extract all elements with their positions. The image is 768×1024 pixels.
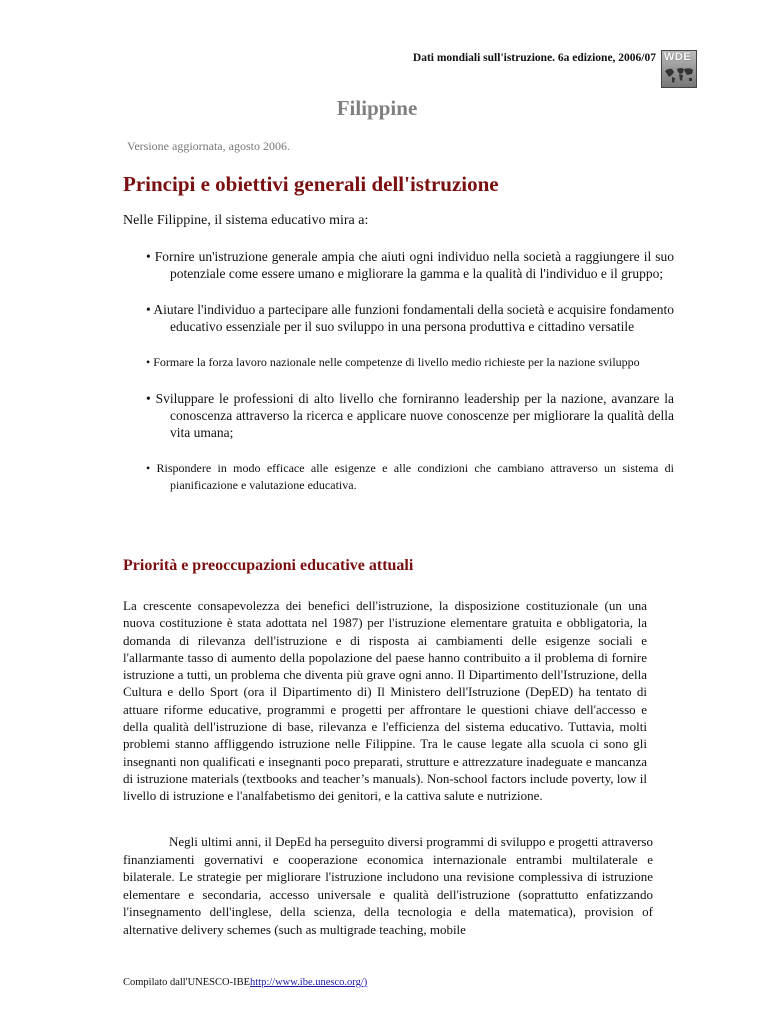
header-edition: Dati mondiali sull'istruzione. 6a edizione, 2006/07 xyxy=(412,52,656,64)
wde-logo-text: WDE xyxy=(664,51,692,63)
objectives-list xyxy=(146,248,674,513)
list-item: • Aiutare l'individuo a partecipare alle funzioni fondamentali della società e acquisire fondamento educativo essenziale per il suo sviluppo in una persona produttiva e cittadino versatile xyxy=(146,302,674,334)
section-title-priorities: Priorità e preoccupazioni educative attuali xyxy=(123,557,414,574)
footer-compiled: Compilato dall'UNESCO-IBE xyxy=(123,977,251,988)
wde-logo xyxy=(661,50,697,88)
footer xyxy=(123,977,367,988)
paragraph: La crescente consapevolezza dei benefici dell'istruzione, la disposizione costituzionale (un una nuova costituzione è stata adottata nel 1987) per l'istruzione elementare gratuita e obbligatoria, la domanda di rilevanza dell'istruzione e di risposta ai cambiamenti delle esigenze sociali e l'allarmante tasso di aumento della popolazione del paese hanno contribuito a il problema di fornire istruzione a tutti, un problema che diventa più grave ogni anno. Il Dipartimento dell'Istruzione, della Cultura e dello Sport (ora il Dipartimento di) Il Ministero dell'Istruzione (DepED) ha tentato di attuare riforme educative, programmi e progetti per affrontare le questioni chiave dell'accesso e della qualità dell'istruzione di base, rilevanza e l'efficienza del sistema educativo. Tuttavia, molti problemi stanno affliggendo istruzione nelle Filippine. Tra le cause legate alla scuola ci sono gli insegnanti non qualificati e insegnanti poco preparati, strutture e attrezzature inadeguate e mancanza di istruzione materials (textbooks and teacher’s manuals). Non-school factors include poverty, low il livello di istruzione e l'analfabetismo dei genitori, e la cattiva salute e nutrizione. xyxy=(123,598,647,804)
list-item: • Fornire un'istruzione generale ampia che aiuti ogni individuo nella società a raggiungere il suo potenziale come essere umano e migliorare la gamma e la qualità di l'individuo e il gruppo; xyxy=(146,249,674,281)
list-item: • Sviluppare le professioni di alto livello che forniranno leadership per la nazione, avanzare la conoscenza attraverso la ricerca e applicare nuove conoscenze per migliorare la qualità della vita umana; xyxy=(146,391,674,440)
country-title: Filippine xyxy=(336,96,418,120)
intro-text: Nelle Filippine, il sistema educativo mira a: xyxy=(123,213,369,228)
world-map-icon xyxy=(663,65,695,85)
footer-link[interactable]: http://www.ibe.unesco.org/) xyxy=(250,977,368,988)
paragraph: Negli ultimi anni, il DepEd ha perseguito diversi programmi di sviluppo e progetti attraverso finanziamenti governativi e cooperazione economica internazionale entrambi multilaterale e bilaterale. Le strategie per migliorare l'istruzione includono una revisione complessiva di istruzione elementare e secondaria, accesso universale e qualità dell'istruzione (soprattutto enfatizzando l'insegnamento dell'inglese, della scienza, della tecnologia e della matematica), provision of alternative delivery schemes (such as multigrade teaching, mobile xyxy=(123,834,653,937)
list-item: • Rispondere in modo efficace alle esigenze e alle condizioni che cambiano attraverso un sistema di pianificazione e valutazione educativa. xyxy=(146,461,674,492)
version-note: Versione aggiornata, agosto 2006. xyxy=(127,139,290,153)
list-item: • Formare la forza lavoro nazionale nelle competenze di livello medio richieste per la nazione sviluppo xyxy=(146,355,640,369)
section-title-principles: Principi e obiettivi generali dell'istruzione xyxy=(123,172,499,196)
